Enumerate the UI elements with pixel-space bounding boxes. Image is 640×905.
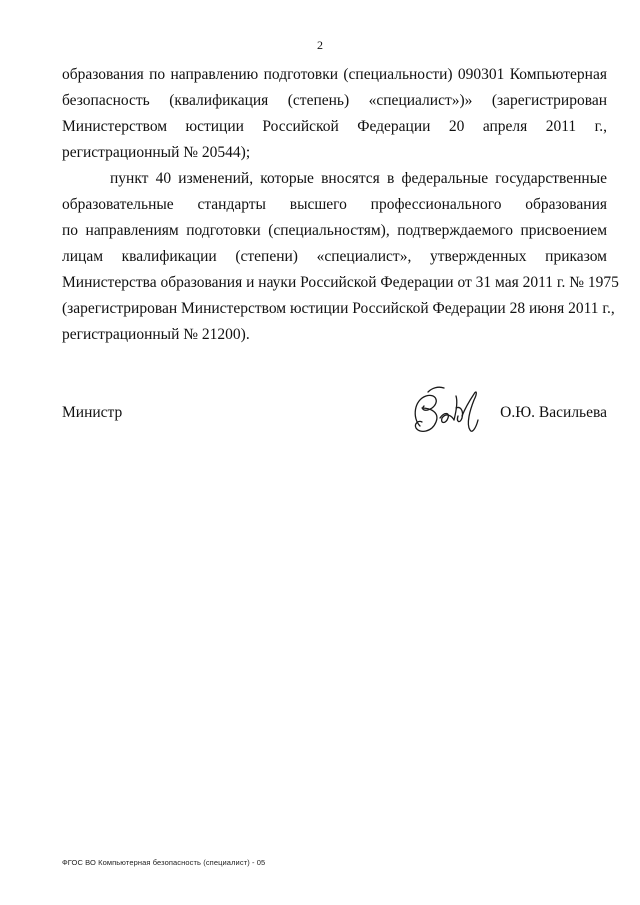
text-line: по направлениям подготовки (специальностям), подтверждаемого присвоением (62, 222, 607, 239)
paragraph-item-40 (62, 166, 619, 348)
text-line: регистрационный № 21200). (62, 326, 250, 343)
handwritten-signature (406, 378, 486, 448)
signature-block (62, 398, 607, 458)
signatory-position: Министр (62, 404, 123, 421)
text-line: лицам квалификации (степени) «специалист», утвержденных приказом (62, 248, 607, 265)
text-line: образовательные стандарты высшего профессионального образования (62, 196, 607, 213)
text-line: Министерством юстиции Российской Федерации 20 апреля 2011 г., (62, 118, 607, 135)
footer-document-code: ФГОС ВО Компьютерная безопасность (специалист) - 05 (62, 858, 266, 867)
text-line: пункт 40 изменений, которые вносятся в федеральные государственные (110, 170, 607, 187)
text-line: образования по направлению подготовки (специальности) 090301 Компьютерная (62, 66, 607, 83)
text-line: регистрационный № 20544); (62, 144, 251, 161)
page-number: 2 (317, 38, 323, 52)
signatory-name: О.Ю. Васильева (500, 404, 607, 421)
text-line: Министерства образования и науки Российской Федерации от 31 мая 2011 г. № 1975 (62, 274, 619, 291)
text-line: (зарегистрирован Министерством юстиции Российской Федерации 28 июня 2011 г., (62, 300, 615, 317)
text-line: безопасность (квалификация (степень) «специалист»)» (зарегистрирован (62, 92, 607, 109)
paragraph-continuation (62, 62, 607, 166)
